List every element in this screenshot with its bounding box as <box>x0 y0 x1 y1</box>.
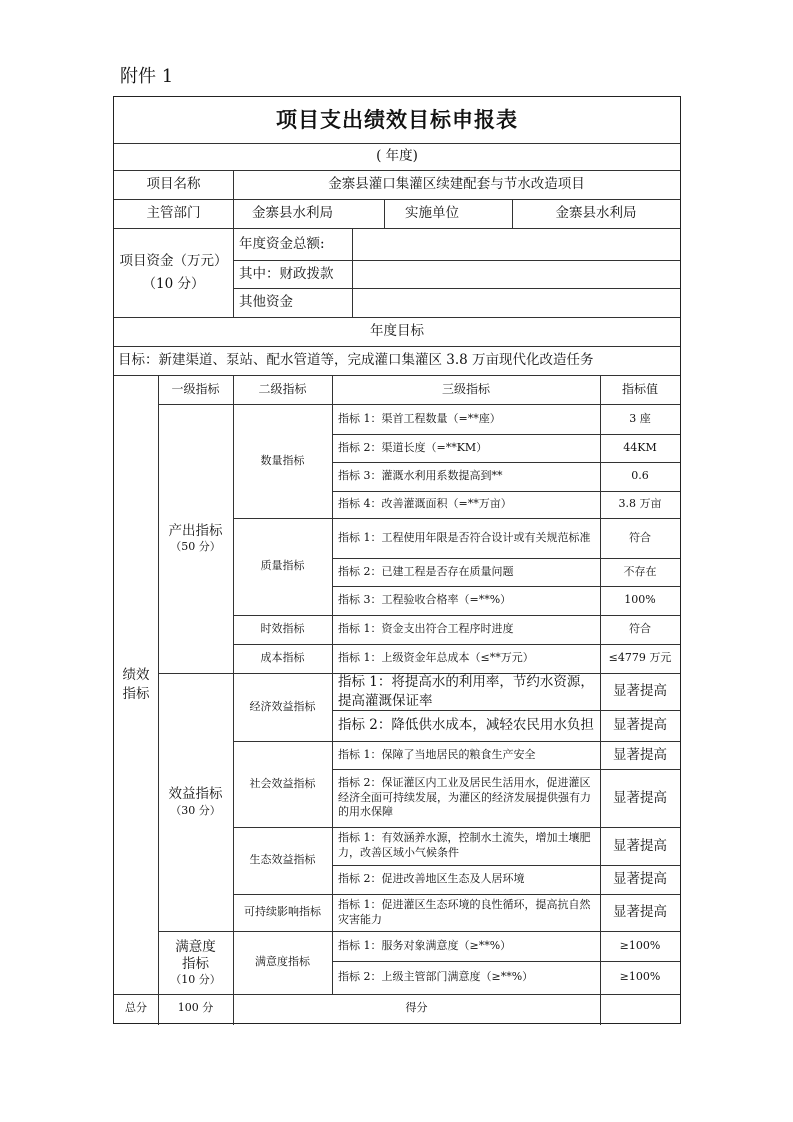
indicator-row-text: 指标 2：上级主管部门满意度（≥**%） <box>338 970 534 984</box>
funds-fiscal-value <box>352 260 680 288</box>
indicator-row-text: 指标 2：已建工程是否存在质量问题 <box>338 564 514 578</box>
level2-social: 社会效益指标 <box>249 776 316 790</box>
score-label: 得分 <box>405 1001 428 1015</box>
indicator-row-value: ≥100% <box>619 970 661 984</box>
indicator-row-value: 显著提高 <box>613 746 667 763</box>
benefit-indicator-score: （30 分） <box>170 803 221 817</box>
goal-text: 目标：新建渠道、泵站、配水管道等，完成灌口集灌区 3.8 万亩现代化改造任务 <box>118 352 594 369</box>
benefit-indicator-label: 效益指标 <box>168 786 223 803</box>
level2-sustainable: 可持续影响指标 <box>244 905 321 919</box>
form-title: 项目支出绩效目标申报表 <box>276 106 518 132</box>
indicator-row-value: 显著提高 <box>613 837 667 854</box>
performance-label-line1: 绩效 <box>122 667 150 684</box>
indicator-row-text: 指标 2：促进改善地区生态及人居环境 <box>338 872 525 886</box>
indicator-row-value: 3.8 万亩 <box>618 497 662 511</box>
satisfaction-indicator-line1: 满意度 <box>175 938 216 955</box>
indicator-row-value: 符合 <box>629 530 651 544</box>
indicator-row-value: 显著提高 <box>613 904 667 921</box>
level2-economic: 经济效益指标 <box>249 699 316 713</box>
indicator-row-value: 3 座 <box>629 411 651 425</box>
year-line: ( 年度) <box>376 148 418 165</box>
indicator-row-value: 符合 <box>629 622 651 636</box>
indicator-row-value: 不存在 <box>623 564 657 578</box>
project-name-value: 金寨县灌口集灌区续建配套与节水改造项目 <box>328 176 585 193</box>
output-indicator-label: 产出指标 <box>168 522 223 539</box>
indicator-row-text: 指标 1：有效涵养水源，控制水土流失，增加土壤肥力，改善区域小气候条件 <box>338 831 591 859</box>
indicator-row-text: 指标 1：渠首工程数量（=**座） <box>338 411 501 425</box>
funds-total-label: 年度资金总额: <box>239 235 325 252</box>
impl-label: 实施单位 <box>405 205 459 222</box>
indicator-row-value: 显著提高 <box>613 683 667 700</box>
dept-value: 金寨县水利局 <box>252 205 333 222</box>
satisfaction-indicator-score: （10 分） <box>170 972 221 986</box>
output-indicator <box>158 404 233 673</box>
indicator-row-value: 44KM <box>623 440 657 454</box>
total-label: 总分 <box>125 1001 147 1015</box>
funds-label-line1: 项目资金（万元） <box>119 253 228 270</box>
level2-timeliness: 时效指标 <box>260 622 305 636</box>
indicator-row-value: 0.6 <box>631 469 649 483</box>
level2-cost: 成本指标 <box>260 651 305 665</box>
total-value: 100 分 <box>177 1001 214 1015</box>
indicator-row-text: 指标 1：保障了当地居民的粮食生产安全 <box>338 747 536 761</box>
project-name-label: 项目名称 <box>146 176 201 193</box>
output-indicator-score: （50 分） <box>170 540 221 554</box>
annual-goal-header: 年度目标 <box>370 323 424 340</box>
indicator-row-text: 指标 2：降低供水成本，减轻农民用水负担 <box>338 717 594 734</box>
indicator-row-text: 指标 2：保证灌区内工业及居民生活用水，促进灌区经济全面可持续发展，为灌区的经济发展提供强有力的用水保障 <box>338 775 591 819</box>
performance-label-line2: 指标 <box>122 685 150 702</box>
col-header-level1: 一级指标 <box>171 382 220 397</box>
indicator-row-text: 指标 1：将提高水的利用率，节约水资源，提高灌溉保证率 <box>338 674 594 709</box>
indicator-row-text: 指标 3：工程验收合格率（=**%） <box>338 593 512 607</box>
benefit-indicator <box>158 673 233 931</box>
funds-fiscal-label: 其中：财政拨款 <box>239 265 334 282</box>
indicator-row-value: 显著提高 <box>613 789 667 806</box>
indicator-row-text: 指标 4：改善灌溉面积（=**万亩） <box>338 497 512 511</box>
funds-label <box>114 228 233 317</box>
indicator-row-value: ≥100% <box>619 938 661 952</box>
level2-ecological: 生态效益指标 <box>249 853 316 867</box>
level2-quality: 质量指标 <box>260 559 305 573</box>
satisfaction-indicator-line2: 指标 <box>182 955 209 972</box>
indicator-row-value: 100% <box>624 593 656 607</box>
indicator-row-text: 指标 1：资金支出符合工程序时进度 <box>338 622 514 636</box>
performance-goal-form <box>113 96 681 1024</box>
funds-label-line2: （10 分） <box>142 275 205 292</box>
level2-satisfaction: 满意度指标 <box>255 955 310 969</box>
indicator-row-text: 指标 1：工程使用年限是否符合设计或有关规范标准 <box>338 530 591 544</box>
dept-label: 主管部门 <box>146 205 201 222</box>
col-header-value: 指标值 <box>621 382 658 397</box>
level2-quantity: 数量指标 <box>260 453 305 467</box>
indicator-row-text: 指标 3：灌溉水利用系数提高到** <box>338 469 503 483</box>
indicator-row-text: 指标 1：促进灌区生态环境的良性循环，提高抗自然灾害能力 <box>338 897 591 926</box>
funds-other-label: 其他资金 <box>239 294 293 311</box>
indicator-row-text: 指标 2：渠道长度（=**KM） <box>338 440 488 454</box>
score-value <box>600 994 680 1023</box>
funds-total-value <box>352 228 680 260</box>
performance-label <box>114 375 158 994</box>
funds-other-value <box>352 288 680 317</box>
indicator-row-value: ≤4779 万元 <box>608 651 672 665</box>
attachment-label: 附件 1 <box>120 66 174 87</box>
indicator-row-value: 显著提高 <box>613 717 667 734</box>
col-header-level3: 三级指标 <box>441 382 490 397</box>
indicator-row-text: 指标 1：服务对象满意度（≥**%） <box>338 938 512 952</box>
col-header-level2: 二级指标 <box>258 382 307 397</box>
satisfaction-indicator <box>158 931 233 994</box>
impl-value: 金寨县水利局 <box>555 205 637 222</box>
indicator-row-text: 指标 1：上级资金年总成本（≤**万元） <box>338 651 534 665</box>
indicator-row-value: 显著提高 <box>613 871 667 888</box>
